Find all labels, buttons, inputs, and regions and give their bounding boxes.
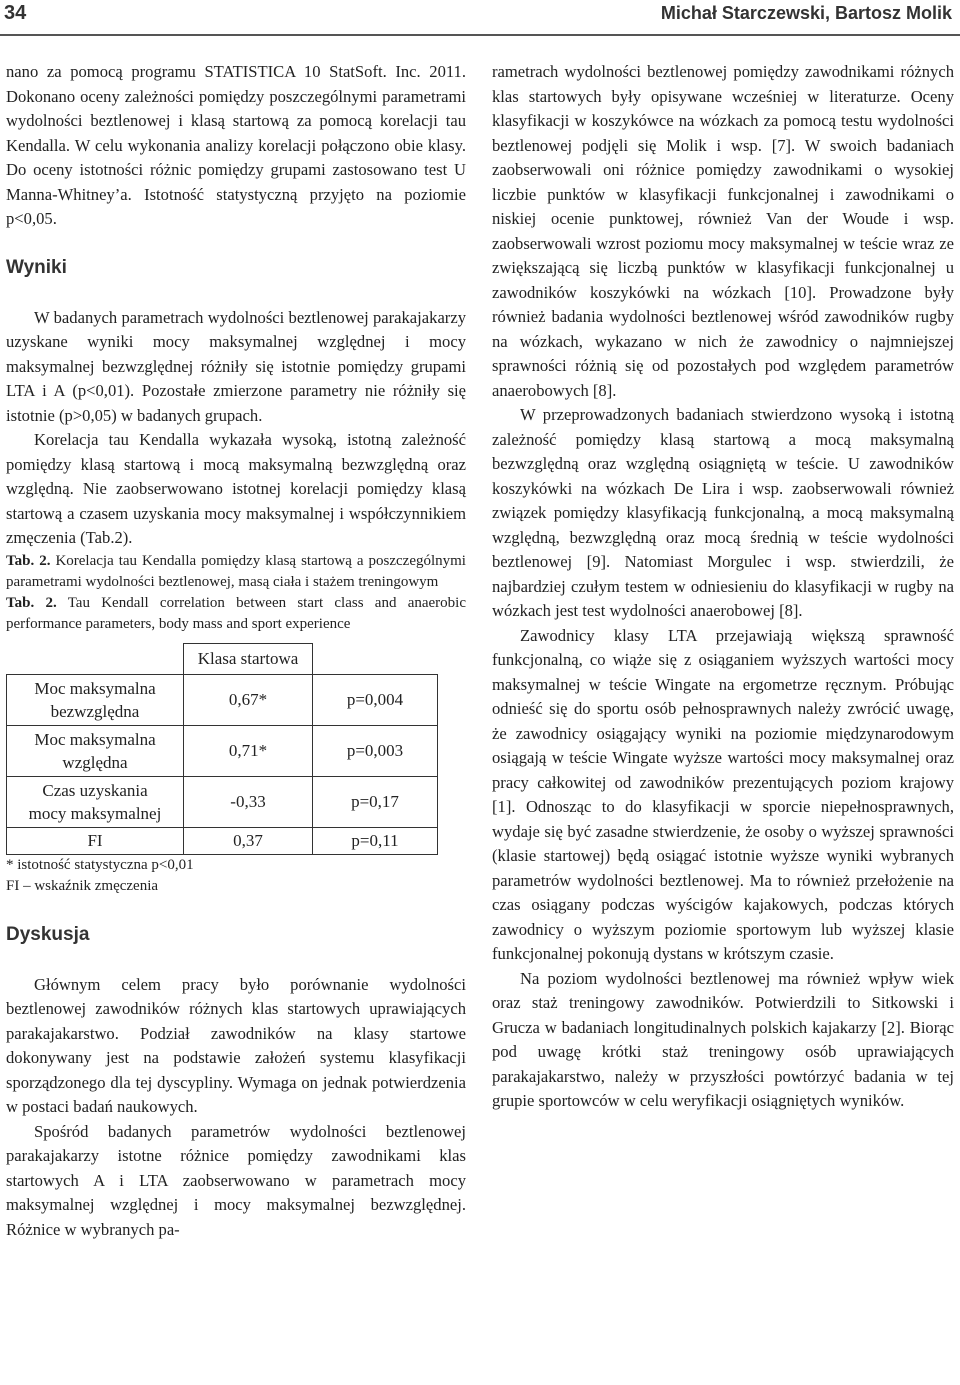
table-footnote-fi: FI – wskaźnik zmęczenia bbox=[6, 877, 159, 894]
header-rule bbox=[0, 34, 960, 36]
table-p-cell: p=0,11 bbox=[313, 827, 438, 854]
discussion-paragraph-4: W przeprowadzonych badaniach stwierdzono wysoką i istotną zależność pomiędzy klasą startową a mocą maksymalną bezwzględną oraz względną osiągniętą w teście. U zawodników koszykówki na wózkach De Lira i wsp. zaobserwowali również związek pomiędzy klasyfikacją funkcjonalną, a mocą maksymalną względną, bezwzględną oraz mocą średnią w teście wydolności beztlenowej [9]. Natomiast Morgulec i wsp. stwierdzili, że najbardziej czułym testem w odniesieniu do klasyfikacji w rugby na wózkach jest test wydolności anaerobowej [8]. bbox=[492, 405, 954, 620]
discussion-paragraph-6: Na poziom wydolności beztlenowej ma również wpływ wiek oraz staż treningowy zawodników. Potwierdzili to Sitkowski i Grucza w badaniach longitudinalnych polskich kajakarzy [2]. Biorąc pod uwagę krótki staż treningowy osób uprawiających parakajakarstwo, należy w przyszłości powtórzyć badania w tej grupie sportowców w celu weryfikacji osiągniętych wyników. bbox=[492, 968, 954, 1110]
table-row bbox=[7, 674, 438, 725]
discussion-heading: Dyskusja bbox=[6, 923, 90, 945]
table-p-cell: p=0,17 bbox=[313, 776, 438, 827]
table-footnote-significance: * istotność statystyczna p<0,01 bbox=[6, 856, 194, 873]
table-tau-cell: -0,33 bbox=[184, 776, 313, 827]
table-row-label bbox=[7, 725, 184, 776]
table-tau-cell: 0,71* bbox=[184, 725, 313, 776]
left-column bbox=[6, 60, 466, 1242]
row-label-line2: mocy maksymalnej bbox=[28, 803, 162, 823]
methods-paragraph: nano za pomocą programu STATISTICA 10 StatSoft. Inc. 2011. Dokonano oceny zależności pomiędzy poszczególnymi parametrami wydolności beztlenowej i klasą startową za pomocą korelacji tau Kendalla. W celu wykonania analizy korelacji połączono obie klasy. Do oceny istotności różnic pomiędzy grupami zastosowano test U Manna-Whitney’a. Istotność statystyczną przyjęto na poziomie p<0,05. bbox=[6, 62, 466, 228]
table-caption-pl bbox=[6, 551, 466, 593]
results-paragraph-1: W badanych parametrach wydolności beztlenowej parakajakarzy uzyskane wyniki mocy maksymalnej względnej i mocy maksymalnej bezwzględnej różniły się istotnie pomiędzy grupami LTA i A (p<0,01). Pozostałe zmierzone parametry nie różniły się istotnie (p>0,05) w badanych grupach. bbox=[6, 307, 466, 425]
table-p-cell: p=0,003 bbox=[313, 725, 438, 776]
table-header-cell: Klasa startowa bbox=[184, 643, 313, 674]
table-tau-cell: 0,37 bbox=[184, 827, 313, 854]
table-caption-pl-label: Tab. 2. bbox=[6, 552, 51, 569]
page-number: 34 bbox=[4, 2, 27, 24]
table-p-cell: p=0,004 bbox=[313, 674, 438, 725]
table-caption-pl-text: Korelacja tau Kendalla pomiędzy klasą startową a poszczególnymi parametrami wydolności beztlenowej, masą ciała i stażem treningowym bbox=[6, 552, 466, 590]
table-row-label bbox=[7, 674, 184, 725]
table-row bbox=[7, 776, 438, 827]
table-caption-en-label: Tab. 2. bbox=[6, 594, 57, 611]
table-header-spacer bbox=[313, 643, 438, 674]
row-label-line1: Moc maksymalna bbox=[34, 729, 156, 749]
table-corner-cell bbox=[7, 643, 184, 674]
row-label-line1: Czas uzyskania bbox=[42, 780, 148, 800]
results-heading: Wyniki bbox=[6, 256, 67, 278]
row-label-line2: względna bbox=[62, 752, 128, 772]
right-column bbox=[492, 60, 954, 1114]
row-label-line1: Moc maksymalna bbox=[34, 678, 156, 698]
discussion-paragraph-1: Głównym celem pracy było porównanie wydolności beztlenowej zawodników różnych klas startowych uprawiających parakajakarstwo. Podział zawodników na klasy startowe dokonywany jest na podstawie założeń systemu klasyfikacji sporządzonego dla tej dyscypliny. Wymaga on jednak potwierdzenia w postaci badań naukowych. bbox=[6, 974, 466, 1116]
table-row bbox=[7, 827, 438, 854]
table-tau-cell: 0,67* bbox=[184, 674, 313, 725]
discussion-paragraph-2: Spośród badanych parametrów wydolności beztlenowej parakajakarzy istotne różnice pomiędzy zawodnikami klas startowych A i LTA zaobserwowano w parametrach mocy maksymalnej względnej i mocy maksymalnej bezwzględnej. Różnice w wybranych pa- bbox=[6, 1121, 466, 1239]
page-header bbox=[0, 0, 960, 30]
discussion-paragraph-5: Zawodnicy klasy LTA przejawiają większą sprawność funkcjonalną, co wiąże się z osiąganiem wyższych wartości mocy maksymalnej w teście Wingate na ergometrze ręcznym. Próbując odnieść się do sportu osób pełnosprawnych należy zwrócić uwagę, że zawodnicy osiągający wyniki na poziomie międzynarodowym osiągają w teście Wingate wyższe wartości mocy maksymalnej oraz pracy całkowitej od zawodników prezentujących poziom krajowy [1]. Odnosząc to do klasyfikacji w sporcie niepełnosprawnych, wydaje się być zasadne stwierdzenie, że osoby o wyższej sprawności (klasie startowej) będą osiągać istotnie wyższe wyniki wybranych parametrów wydolności beztlenowej. Ma to również przełożenie na czas osiągany podczas wyścigów kajakowych, podczas których zawodnicy o wyższym poziomie sportowym lub wyższej klasie funkcjonalnej pokonują dystans w krótszym czasie. bbox=[492, 625, 954, 963]
table-caption-en-text: Tau Kendall correlation between start class and anaerobic performance parameters, body mass and sport experience bbox=[6, 594, 466, 632]
row-label-line2: bezwzględna bbox=[50, 701, 140, 721]
table-caption-en bbox=[6, 593, 466, 635]
discussion-paragraph-3: rametrach wydolności beztlenowej pomiędzy zawodnikami różnych klas startowych były opisywane wcześniej w literaturze. Oceny klasyfikacji w koszykówce na wózkach za pomocą testu wydolności beztlenowej podjęli się Molik i wsp. [7]. W swoich badaniach zaobserwowali oni różnice pomiędzy zawodnikami o wysokiej liczbie punktów w klasyfikacji funkcjonalnej i zawodnikami o niskiej ocenie punktowej, również Van der Woude i wsp. zaobserwowali wzrost poziomu mocy maksymalnej w teście wraz ze zwiększającą się liczbą punktów w klasyfikacji funkcjonalnej u zawodników koszykówki na wózkach [10]. Prowadzone były również badania wydolności beztlenowej wśród zawodników rugby na wózkach, wykazano w nich że zawodnicy o najmniejszej sprawności różnią się od pozostałych pod względem parametrów anaerobowych [8]. bbox=[492, 62, 954, 400]
table-row-label: FI bbox=[7, 827, 184, 854]
correlation-table bbox=[6, 643, 438, 855]
table-header-row bbox=[7, 643, 438, 674]
results-paragraph-2: Korelacja tau Kendalla wykazała wysoką, istotną zależność pomiędzy klasą startową i mocą maksymalną bezwzględną oraz względną. Nie zaobserwowano istotnej korelacji pomiędzy klasą startową a czasem uzyskania mocy maksymalnej i współczynnikiem zmęczenia (Tab.2). bbox=[6, 430, 466, 547]
table-row-label bbox=[7, 776, 184, 827]
running-authors: Michał Starczewski, Bartosz Molik bbox=[660, 3, 952, 23]
table-row bbox=[7, 725, 438, 776]
